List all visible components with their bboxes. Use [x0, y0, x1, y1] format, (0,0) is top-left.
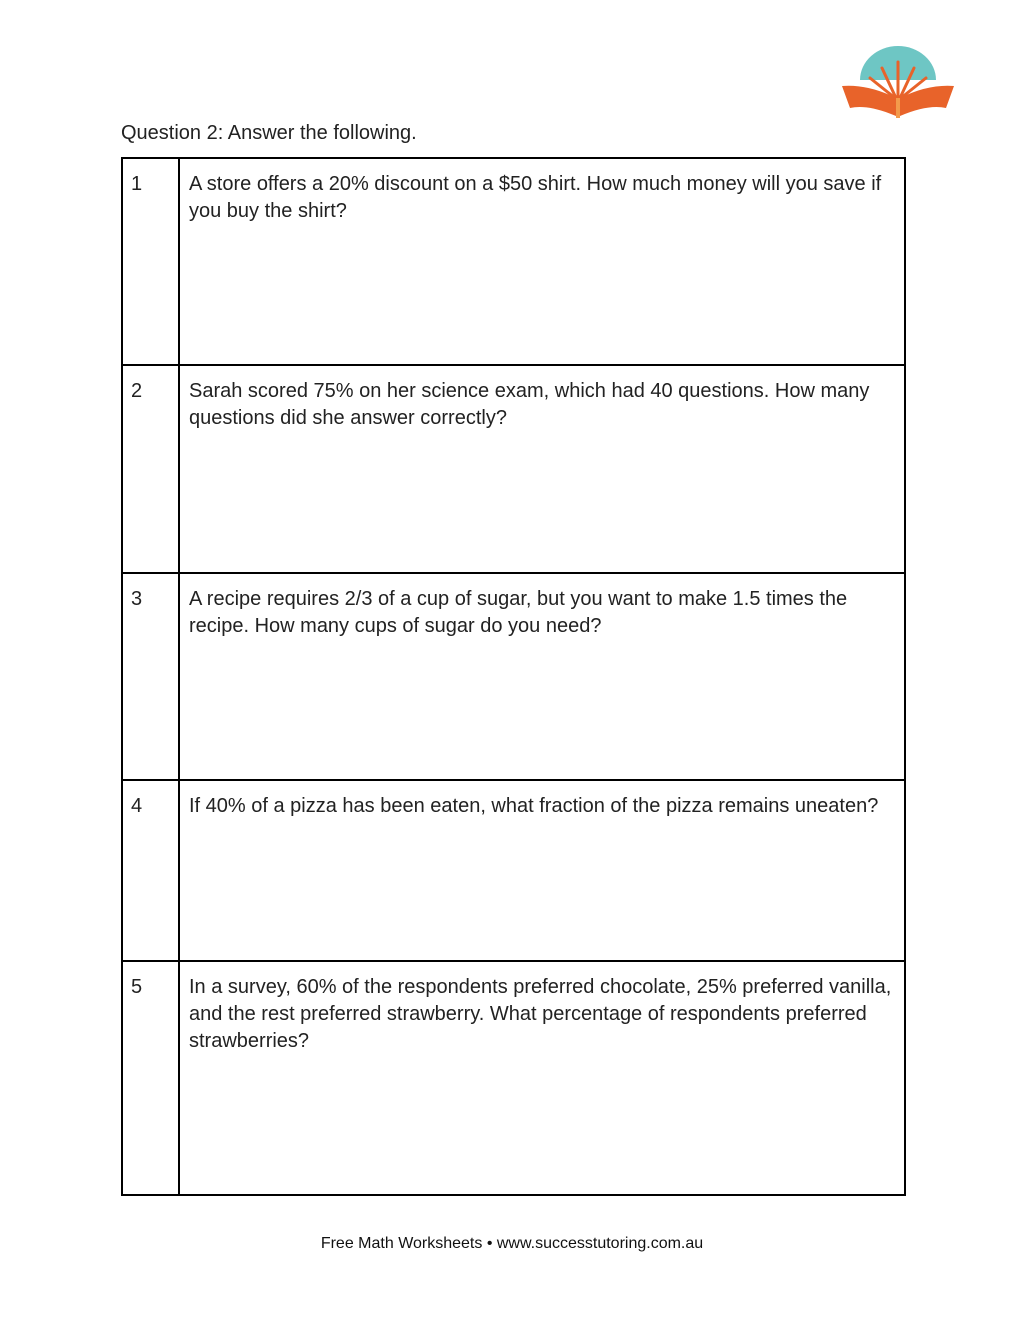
questions-table: [121, 157, 906, 1196]
question-row: [122, 573, 905, 780]
page-heading: Question 2: Answer the following.: [121, 122, 417, 144]
question-text: A store offers a 20% discount on a $50 shirt. How much money will you save if you buy the shirt?: [179, 158, 905, 365]
page-footer: Free Math Worksheets • www.successtutoring.com.au: [320, 1235, 704, 1252]
question-number: 2: [122, 365, 179, 573]
question-number: 1: [122, 158, 179, 365]
question-text: Sarah scored 75% on her science exam, which had 40 questions. How many questions did she answer correctly?: [179, 365, 905, 573]
logo-book-right: [900, 86, 954, 116]
question-text: If 40% of a pizza has been eaten, what fraction of the pizza remains uneaten?: [179, 780, 905, 961]
logo-book-left: [842, 86, 896, 116]
question-row: [122, 158, 905, 365]
question-text: In a survey, 60% of the respondents preferred chocolate, 25% preferred vanilla, and the rest preferred strawberry. What percentage of respondents preferred strawberries?: [179, 961, 905, 1195]
question-text: A recipe requires 2/3 of a cup of sugar, but you want to make 1.5 times the recipe. How many cups of sugar do you need?: [179, 573, 905, 780]
question-row: [122, 780, 905, 961]
question-number: 5: [122, 961, 179, 1195]
question-row: [122, 961, 905, 1195]
question-row: [122, 365, 905, 573]
question-number: 4: [122, 780, 179, 961]
question-number: 3: [122, 573, 179, 780]
success-tutoring-logo-icon: [838, 46, 958, 120]
